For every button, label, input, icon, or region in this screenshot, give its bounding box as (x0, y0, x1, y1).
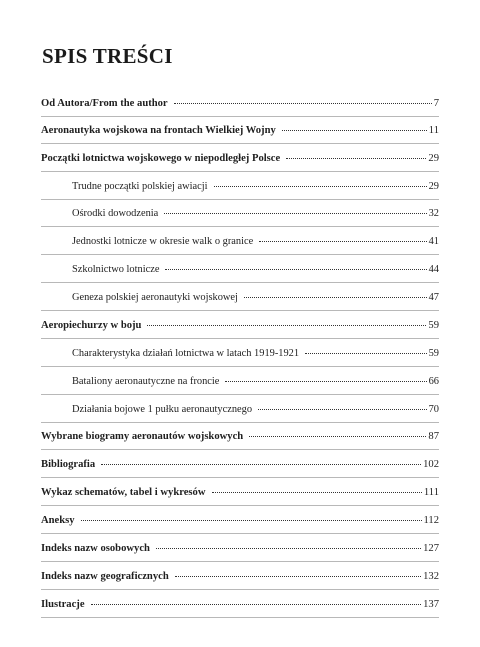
toc-entry[interactable] (41, 485, 439, 501)
toc-entry[interactable] (72, 234, 439, 250)
toc-entry-title: Aeronautyka wojskowa na frontach Wielkiej Wojny (41, 125, 276, 136)
toc-page-number: 11 (428, 125, 439, 136)
toc-dot-leader (249, 434, 426, 437)
toc-entry-title: Ilustracje (41, 599, 85, 610)
toc-entry[interactable] (41, 96, 439, 112)
toc-divider (41, 561, 439, 562)
toc-dot-leader (156, 546, 421, 549)
toc-page-number: 102 (423, 459, 439, 470)
toc-dot-leader (305, 351, 427, 354)
toc-dot-leader (101, 462, 421, 465)
toc-page-number: 41 (428, 236, 439, 247)
toc-entry-title: Aneksy (41, 515, 75, 526)
toc-entry[interactable] (41, 429, 439, 445)
toc-page-number: 59 (428, 348, 439, 359)
toc-page-number: 132 (423, 571, 439, 582)
toc-divider (41, 617, 439, 618)
toc-entry[interactable] (72, 206, 439, 222)
toc-entry-title: Ośrodki dowodzenia (72, 208, 159, 219)
toc-entry[interactable] (41, 597, 439, 613)
toc-entry-title: Charakterystyka działań lotnictwa w latach 1919-1921 (72, 348, 300, 359)
toc-dot-leader (164, 211, 426, 214)
toc-title: SPIS TREŚCI (42, 44, 173, 68)
toc-entry[interactable] (41, 569, 439, 585)
toc-divider (41, 116, 439, 117)
toc-entry-title: Indeks nazw osobowych (41, 543, 150, 554)
toc-dot-leader (286, 156, 426, 159)
toc-page-number: 111 (423, 487, 439, 498)
toc-dot-leader (258, 407, 427, 410)
toc-divider (41, 589, 439, 590)
toc-dot-leader (212, 490, 422, 493)
toc-entry[interactable] (72, 290, 439, 306)
toc-entry[interactable] (41, 123, 439, 139)
toc-entry[interactable] (72, 346, 439, 362)
toc-divider (41, 533, 439, 534)
toc-page-number: 87 (428, 431, 439, 442)
toc-page-number: 127 (423, 543, 439, 554)
toc-divider (41, 338, 439, 339)
toc-entry[interactable] (41, 513, 439, 529)
toc-divider (41, 366, 439, 367)
toc-dot-leader (214, 184, 427, 187)
toc-dot-leader (174, 101, 432, 104)
toc-page-number: 32 (428, 208, 439, 219)
toc-page-number: 112 (423, 515, 439, 526)
toc-dot-leader (91, 602, 422, 605)
toc-dot-leader (165, 267, 426, 270)
toc-dot-leader (259, 239, 426, 242)
toc-divider (41, 477, 439, 478)
toc-page-number: 7 (433, 98, 439, 109)
toc-entry-title: Działania bojowe 1 pułku aeronautycznego (72, 404, 253, 415)
toc-entry[interactable] (72, 179, 439, 195)
toc-divider (41, 282, 439, 283)
toc-entry-title: Geneza polskiej aeronautyki wojskowej (72, 292, 238, 303)
toc-entry[interactable] (72, 402, 439, 418)
toc-entry-title: Bibliografia (41, 459, 96, 470)
toc-dot-leader (244, 295, 427, 298)
toc-entry[interactable] (72, 262, 439, 278)
toc-dot-leader (175, 574, 421, 577)
toc-dot-leader (225, 379, 426, 382)
toc-page-number: 47 (428, 292, 439, 303)
toc-entry-title: Wykaz schematów, tabel i wykresów (41, 487, 206, 498)
toc-divider (41, 254, 439, 255)
toc-entry[interactable] (41, 541, 439, 557)
toc-divider (41, 449, 439, 450)
toc-entry-title: Trudne początki polskiej awiacji (72, 181, 208, 192)
toc-page-number: 70 (428, 404, 439, 415)
toc-entry-title: Indeks nazw geograficznych (41, 571, 169, 582)
toc-entry-title: Od Autora/From the author (41, 98, 168, 109)
toc-entry-title: Bataliony aeronautyczne na froncie (72, 376, 220, 387)
toc-page-number: 137 (423, 599, 439, 610)
toc-page-number: 59 (428, 320, 439, 331)
toc-dot-leader (147, 323, 426, 326)
toc-entry-title: Szkolnictwo lotnicze (72, 264, 160, 275)
toc-entry[interactable] (72, 374, 439, 390)
toc-entry[interactable] (41, 151, 439, 167)
toc-divider (41, 394, 439, 395)
toc-entry[interactable] (41, 457, 439, 473)
toc-divider (41, 143, 439, 144)
toc-divider (41, 310, 439, 311)
toc-page-number: 29 (428, 181, 439, 192)
toc-divider (41, 505, 439, 506)
toc-dot-leader (81, 518, 422, 521)
toc-divider (41, 171, 439, 172)
toc-entry[interactable] (41, 318, 439, 334)
toc-page-number: 44 (428, 264, 439, 275)
toc-divider (41, 226, 439, 227)
toc-page-number: 66 (428, 376, 439, 387)
toc-divider (41, 422, 439, 423)
toc-divider (41, 199, 439, 200)
toc-entry-title: Wybrane biogramy aeronautów wojskowych (41, 431, 244, 442)
toc-page-number: 29 (428, 153, 439, 164)
toc-dot-leader (282, 128, 427, 131)
toc-entry-title: Jednostki lotnicze w okresie walk o granice (72, 236, 254, 247)
toc-entry-title: Początki lotnictwa wojskowego w niepodległej Polsce (41, 153, 281, 164)
toc-entry-title: Aeropiechurzy w boju (41, 320, 142, 331)
